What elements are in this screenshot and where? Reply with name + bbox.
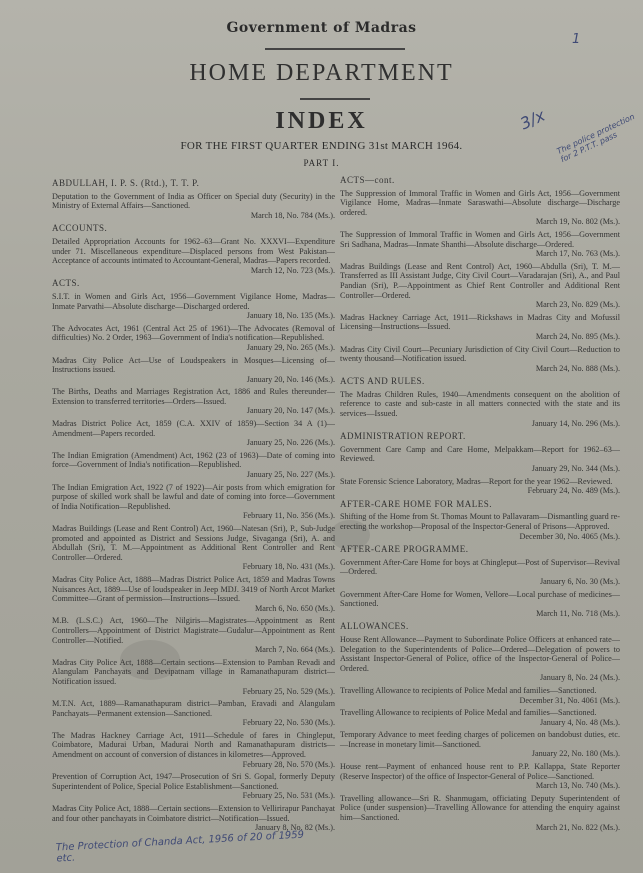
index-section-heading: AFTER-CARE PROGRAMME. bbox=[340, 544, 469, 555]
index-entry-text: The Madras Hackney Carriage Act, 1911—Schedule of fares in Chingleput, Coimbatore, Madurai Urban, Madurai North and Ramanathapuram districts—Amendment on account of conversion of distances in kilometres—Approved. bbox=[52, 730, 335, 760]
index-entry-text: The Suppression of Immoral Traffic in Women and Girls Act, 1956—Government Sri Sadhana, Madras—Inmate Shanthi—Absolute discharge—Ordered. bbox=[340, 229, 620, 249]
title-rule bbox=[300, 98, 370, 100]
index-entry bbox=[52, 237, 335, 275]
index-entry-text: Deputation to the Government of India as Officer on Special duty (Security) in the Ministry of External Affairs—Sanctioned. bbox=[52, 191, 335, 211]
index-entry-date: January 25, No. 227 (Ms.). bbox=[246, 470, 335, 480]
index-entry-text: Madras City Police Act, 1888—Certain sections—Extension to Vellirirapur Panchayat and four other panchayats in Coimbatore district—Notification—Issued. bbox=[52, 804, 335, 823]
index-entry-date: January 18, No. 135 (Ms.). bbox=[246, 311, 335, 321]
index-entry bbox=[52, 524, 335, 572]
index-entry-date: January 14, No. 296 (Ms.). bbox=[531, 418, 620, 428]
index-entry bbox=[52, 324, 335, 353]
index-section-heading: ALLOWANCES. bbox=[340, 621, 409, 632]
index-entry bbox=[340, 477, 620, 496]
index-entry-date: March 24, No. 888 (Ms.). bbox=[535, 363, 620, 373]
index-entry-text: Shifting of the Home from St. Thomas Mount to Pallavaram—Dismantling guard re-erecting the workshop—Proposal of the Inspector-General of Prisons—Approved. bbox=[340, 512, 620, 531]
index-entry-text: Detailed Appropriation Accounts for 1962–63—Grant No. XXXVI—Expenditure under 71. Miscellaneous expenditure—Displaced persons from West Pakistan—Acceptance of accounts intimated to Accountant-General, Madras—Papers recorded. bbox=[52, 236, 335, 266]
index-entry bbox=[340, 708, 620, 727]
index-entry-text: Madras City Police Act—Use of Loudspeakers in Mosques—Licensing of—Instructions issued. bbox=[52, 355, 335, 375]
index-entry-date: March 18, No. 784 (Ms.). bbox=[250, 210, 335, 220]
index-entry bbox=[52, 731, 335, 769]
index-entry bbox=[52, 292, 335, 321]
handwritten-note: 3/x bbox=[517, 105, 548, 134]
index-entry-date: January 20, No. 146 (Ms.). bbox=[246, 374, 335, 384]
index-entry bbox=[340, 512, 620, 541]
index-entry bbox=[340, 558, 620, 587]
index-entry bbox=[340, 730, 620, 759]
index-entry-text: S.I.T. in Women and Girls Act, 1956—Government Vigilance Home, Madras—Inmate Parvathi—Absolute discharge—Discharged ordered. bbox=[52, 291, 335, 311]
index-entry-date: December 31, No. 4061 (Ms.). bbox=[519, 695, 620, 705]
index-entry bbox=[52, 658, 335, 696]
index-entry bbox=[340, 189, 620, 227]
index-entry-date: February 25, No. 531 (Ms.). bbox=[242, 791, 335, 801]
government-title: Government of Madras bbox=[226, 20, 417, 36]
index-entry bbox=[340, 686, 620, 705]
index-entry bbox=[52, 616, 335, 654]
index-entry-text: M.T.N. Act, 1889—Ramanathapuram district—Pamban, Eravadi and Alangulam Panchayats—Permanent extension—Sanctioned. bbox=[52, 699, 335, 718]
index-entry-date: February 22, No. 530 (Ms.). bbox=[242, 718, 335, 728]
index-entry-text: Government Care Camp and Care Home, Melpakkam—Report for 1962–63—Reviewed. bbox=[340, 444, 620, 464]
index-entry-text: Temporary Advance to meet feeding charges of policemen on bandobust duties, etc.—Increase in monetary limit—Sanctioned. bbox=[340, 730, 620, 749]
index-entry bbox=[52, 419, 335, 448]
handwritten-note: 1 bbox=[572, 32, 581, 47]
index-entry-text: Prevention of Corruption Act, 1947—Prosecution of Sri S. Gopal, formerly Deputy Superintendent of Police, Special Police Establishment—Sanctioned. bbox=[52, 772, 335, 791]
index-entry-date: March 6, No. 650 (Ms.). bbox=[254, 603, 335, 613]
part-label: PART I. bbox=[303, 158, 340, 168]
index-entry bbox=[340, 262, 620, 310]
index-entry-date: January 22, No. 180 (Ms.). bbox=[531, 749, 620, 759]
index-entry bbox=[52, 387, 335, 416]
index-section-heading: ACCOUNTS. bbox=[52, 223, 108, 234]
index-entry-date: January 25, No. 226 (Ms.). bbox=[246, 438, 335, 448]
index-entry bbox=[52, 356, 335, 385]
index-section-heading: AFTER-CARE HOME FOR MALES. bbox=[340, 498, 493, 509]
index-entry-date: January 29, No. 265 (Ms.). bbox=[246, 342, 335, 352]
index-entry bbox=[340, 635, 620, 683]
index-entry bbox=[52, 772, 335, 801]
index-entry-date: March 23, No. 829 (Ms.). bbox=[535, 300, 620, 310]
index-entry-text: Madras Buildings (Lease and Rent Control) Act, 1960—Natesan (Sri), P., Sub-Judge promoted and appointed as District and Sessions Judge, Sivaganga (Sri), A. and Abdullah (Sri), T. M.—Appointment as Additional Rent Controller and Rent Controller—Ordered. bbox=[52, 524, 335, 562]
index-entry-text: The Suppression of Immoral Traffic in Women and Girls Act, 1956—Government Vigilance Home, Madras—Inmate Saraswathi—Absolute discharge—Discharge ordered. bbox=[340, 188, 620, 217]
index-entry-date: March 24, No. 895 (Ms.). bbox=[535, 331, 620, 341]
index-entry-text: The Indian Emigration (Amendment) Act, 1962 (23 of 1963)—Date of coming into force—Government of India's notification—Republished. bbox=[52, 450, 335, 470]
index-entry-text: Madras City Police Act, 1888—Certain sections—Extension to Pamban Revadi and Alangulam Panchayats and Devipatnam village in Ramanathapuram district—Notification issued. bbox=[52, 657, 335, 686]
index-entry bbox=[340, 390, 620, 428]
index-entry-text: Travelling allowance—Sri R. Shanmugam, officiating Deputy Superintendent of Police (under suspension)—Travelling Allowance for attending the enquiry against him—Sanctioned. bbox=[340, 793, 620, 823]
index-entry-date: February 18, No. 431 (Ms.). bbox=[242, 562, 335, 572]
handwritten-note: The Protection of Chanda Act, 1956 of 20 of 1959 etc. bbox=[55, 829, 305, 865]
handwritten-note: The police protection for 2 P.T.T. pass bbox=[555, 112, 637, 165]
index-entry-date: February 28, No. 570 (Ms.). bbox=[242, 759, 335, 769]
index-entry-text: M.B. (L.S.C.) Act, 1960—The Nilgiris—Magistrates—Appointment as Rent Controllers—Appointment of District Magistrate—Gudalur—Appointment as Rent Controller—Notified. bbox=[52, 616, 335, 645]
index-entry-text: Government After-Care Home for Women, Vellore—Local purchase of medicines—Sanctioned. bbox=[340, 589, 620, 609]
index-section-heading: ACTS AND RULES. bbox=[340, 376, 425, 387]
index-entry bbox=[340, 345, 620, 374]
index-entry-date: January 8, No. 82 (Ms.). bbox=[254, 823, 335, 833]
index-entry-date: March 12, No. 723 (Ms.). bbox=[250, 265, 335, 275]
index-entry-text: Madras Buildings (Lease and Rent Control) Act, 1960—Abdulla (Sri), T. M.—Transferred as III Assistant Judge, City Civil Court—Varadarajan (Sri), A., and Paul Pandian (Sri), P.—Appointment as Chief Rent Controller and Additional Rent Controller—Ordered. bbox=[340, 261, 620, 300]
index-entry bbox=[340, 590, 620, 619]
index-entry-text: Travelling Allowance to recipients of Police Medal and families—Sanctioned. bbox=[340, 685, 597, 695]
index-entry-text: State Forensic Science Laboratory, Madras—Report for the year 1962—Reviewed. bbox=[340, 476, 613, 486]
index-entry-date: December 30, No. 4065 (Ms.). bbox=[519, 531, 620, 541]
index-entry-date: January 20, No. 147 (Ms.). bbox=[246, 406, 335, 416]
index-entry-text: Madras District Police Act, 1859 (C.A. XXIV of 1859)—Section 34 A (1)—Amendment—Papers recorded. bbox=[52, 419, 335, 438]
index-entry-date: March 7, No. 664 (Ms.). bbox=[254, 645, 335, 655]
index-entry-date: March 17, No. 763 (Ms.). bbox=[535, 249, 620, 259]
index-right-column bbox=[340, 172, 620, 835]
index-entry-date: March 21, No. 822 (Ms.). bbox=[535, 822, 620, 832]
index-section-heading: ADMINISTRATION REPORT. bbox=[340, 431, 466, 442]
index-section-heading: ABDULLAH, I. P. S. (Rtd.), T. T. P. bbox=[52, 178, 200, 188]
index-entry bbox=[52, 483, 335, 521]
index-entry-text: Madras City Civil Court—Pecuniary Jurisdiction of City Civil Court—Reduction to twenty thousand—Notification issued. bbox=[340, 344, 620, 364]
index-entry-date: February 24, No. 489 (Ms.). bbox=[527, 486, 620, 496]
index-entry-date: March 11, No. 718 (Ms.). bbox=[536, 608, 620, 618]
index-entry bbox=[52, 575, 335, 613]
index-entry-text: The Madras Children Rules, 1940—Amendments consequent on the abolition of reference to caste and sub-caste in all matters connected with the state and its services—Issued. bbox=[340, 389, 620, 419]
index-entry-text: The Indian Emigration Act, 1922 (7 of 1922)—Air posts from which emigration for purpose of skilled work shall be lawful and date of coming into force—Government of India Notification—Republished. bbox=[52, 482, 335, 511]
index-entry-date: January 29, No. 344 (Ms.). bbox=[531, 464, 620, 474]
index-entry bbox=[340, 313, 620, 342]
index-entry-date: March 13, No. 740 (Ms.). bbox=[535, 781, 620, 791]
index-entry-text: Travelling Allowance to recipients of Police Medal and families—Sanctioned. bbox=[340, 708, 597, 718]
index-entry-text: Government After-Care Home for boys at Chingleput—Post of Supervisor—Revival—Ordered. bbox=[340, 557, 620, 577]
index-entry-text: The Births, Deaths and Marriages Registration Act, 1886 and Rules thereunder—Extension to transferred territories—Orders—Issued. bbox=[52, 387, 335, 406]
index-entry-date: February 25, No. 529 (Ms.). bbox=[242, 686, 335, 696]
index-entry bbox=[52, 192, 335, 221]
index-entry bbox=[52, 804, 335, 833]
index-entry-date: January 6, No. 30 (Ms.). bbox=[539, 576, 620, 586]
index-entry-text: House rent—Payment of enhanced house rent to P.P. Kallappa, State Reporter (Reserve Inspector) of the office of Inspector-General of Police—Sanctioned. bbox=[340, 762, 620, 781]
index-entry-date: January 4, No. 48 (Ms.). bbox=[539, 717, 620, 727]
index-entry bbox=[340, 794, 620, 832]
index-entry bbox=[52, 451, 335, 480]
index-entry bbox=[340, 762, 620, 791]
index-entry-date: March 19, No. 802 (Ms.). bbox=[535, 217, 620, 227]
index-entry-date: January 8, No. 24 (Ms.). bbox=[539, 673, 620, 683]
index-entry-text: The Advocates Act, 1961 (Central Act 25 of 1961)—The Advocates (Removal of difficulties) No. 2 Order, 1963—Government of India's notification—Republished. bbox=[52, 323, 335, 343]
title-rule bbox=[265, 48, 405, 50]
index-entry-text: Madras Hackney Carriage Act, 1911—Rickshaws in Madras City and Mofussil Licensing—Instructions—Issued. bbox=[340, 312, 620, 332]
department-title: HOME DEPARTMENT bbox=[189, 60, 454, 86]
index-section-heading: ACTS—cont. bbox=[340, 175, 395, 185]
quarter-subtitle: FOR THE FIRST QUARTER ENDING 31st MARCH 1964. bbox=[180, 140, 463, 152]
index-entry bbox=[340, 230, 620, 259]
index-left-column bbox=[52, 175, 335, 836]
index-entry-text: Madras City Police Act, 1888—Madras District Police Act, 1859 and Madras Towns Nuisances Act, 1889—Use of loudspeaker in Jeep MDJ. 3419 of North Arcot Market Committee—Grant of permission—Instructions—Issued. bbox=[52, 574, 335, 604]
index-entry bbox=[52, 699, 335, 728]
index-section-heading: ACTS. bbox=[52, 278, 80, 289]
index-title: INDEX bbox=[275, 108, 368, 134]
index-entry-text: House Rent Allowance—Payment to Subordinate Police Officers at enhanced rate—Delegation to the Superintendents of Police—Ordered—Delegation of powers to Assistant Inspector-General of Police, office of the Inspector-General of Police—Ordered. bbox=[340, 634, 620, 673]
index-entry bbox=[340, 445, 620, 474]
index-entry-date: February 11, No. 356 (Ms.). bbox=[242, 511, 335, 521]
